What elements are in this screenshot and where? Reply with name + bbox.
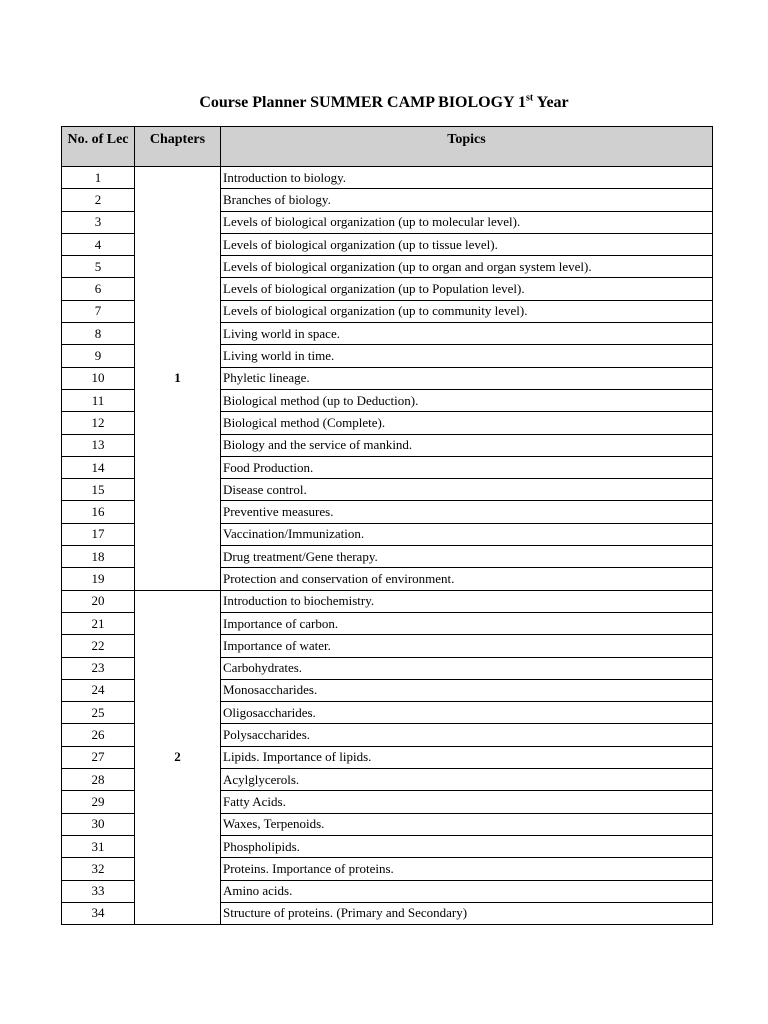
topic-cell: Introduction to biology. <box>221 167 713 189</box>
topic-cell: Monosaccharides. <box>221 679 713 701</box>
header-chapters: Chapters <box>135 127 221 167</box>
topic-cell: Introduction to biochemistry. <box>221 590 713 612</box>
lecture-number: 21 <box>62 612 135 634</box>
lecture-number: 8 <box>62 323 135 345</box>
chapter-number: 1 <box>135 167 221 591</box>
topic-cell: Phyletic lineage. <box>221 367 713 389</box>
topic-cell: Lipids. Importance of lipids. <box>221 746 713 768</box>
lecture-number: 23 <box>62 657 135 679</box>
lecture-number: 6 <box>62 278 135 300</box>
lecture-number: 14 <box>62 456 135 478</box>
topic-cell: Amino acids. <box>221 880 713 902</box>
lecture-number: 2 <box>62 189 135 211</box>
course-planner-table <box>61 126 713 925</box>
lecture-number: 20 <box>62 590 135 612</box>
table-header <box>62 127 713 167</box>
lecture-number: 1 <box>62 167 135 189</box>
topic-cell: Biological method (up to Deduction). <box>221 389 713 411</box>
lecture-number: 18 <box>62 546 135 568</box>
topic-cell: Protection and conservation of environment. <box>221 568 713 590</box>
topic-cell: Biological method (Complete). <box>221 412 713 434</box>
lecture-number: 33 <box>62 880 135 902</box>
topic-cell: Phospholipids. <box>221 835 713 857</box>
lecture-number: 26 <box>62 724 135 746</box>
topic-cell: Acylglycerols. <box>221 769 713 791</box>
lecture-number: 25 <box>62 702 135 724</box>
lecture-number: 9 <box>62 345 135 367</box>
table-body <box>62 167 713 925</box>
lecture-number: 12 <box>62 412 135 434</box>
topic-cell: Biology and the service of mankind. <box>221 434 713 456</box>
topic-cell: Drug treatment/Gene therapy. <box>221 546 713 568</box>
topic-cell: Fatty Acids. <box>221 791 713 813</box>
topic-cell: Polysaccharides. <box>221 724 713 746</box>
topic-cell: Levels of biological organization (up to molecular level). <box>221 211 713 233</box>
title-tail: Year <box>533 94 569 111</box>
topic-cell: Levels of biological organization (up to organ and organ system level). <box>221 256 713 278</box>
lecture-number: 22 <box>62 635 135 657</box>
topic-cell: Structure of proteins. (Primary and Secondary) <box>221 902 713 924</box>
lecture-number: 11 <box>62 389 135 411</box>
table-row <box>62 590 713 612</box>
lecture-number: 10 <box>62 367 135 389</box>
topic-cell: Proteins. Importance of proteins. <box>221 858 713 880</box>
lecture-number: 5 <box>62 256 135 278</box>
page-title <box>0 93 768 113</box>
lecture-number: 13 <box>62 434 135 456</box>
lecture-number: 29 <box>62 791 135 813</box>
topic-cell: Waxes, Terpenoids. <box>221 813 713 835</box>
topic-cell: Living world in space. <box>221 323 713 345</box>
topic-cell: Living world in time. <box>221 345 713 367</box>
topic-cell: Levels of biological organization (up to community level). <box>221 300 713 322</box>
lecture-number: 28 <box>62 769 135 791</box>
topic-cell: Levels of biological organization (up to tissue level). <box>221 233 713 255</box>
topic-cell: Disease control. <box>221 479 713 501</box>
lecture-number: 27 <box>62 746 135 768</box>
header-lec: No. of Lec <box>62 127 135 167</box>
lecture-number: 31 <box>62 835 135 857</box>
topic-cell: Food Production. <box>221 456 713 478</box>
header-topics: Topics <box>221 127 713 167</box>
table-row <box>62 167 713 189</box>
header-row <box>62 127 713 167</box>
topic-cell: Branches of biology. <box>221 189 713 211</box>
lecture-number: 19 <box>62 568 135 590</box>
lecture-number: 15 <box>62 479 135 501</box>
lecture-number: 30 <box>62 813 135 835</box>
lecture-number: 7 <box>62 300 135 322</box>
topic-cell: Carbohydrates. <box>221 657 713 679</box>
topic-cell: Preventive measures. <box>221 501 713 523</box>
topic-cell: Vaccination/Immunization. <box>221 523 713 545</box>
lecture-number: 24 <box>62 679 135 701</box>
lecture-number: 17 <box>62 523 135 545</box>
lecture-number: 3 <box>62 211 135 233</box>
topic-cell: Levels of biological organization (up to Population level). <box>221 278 713 300</box>
topic-cell: Oligosaccharides. <box>221 702 713 724</box>
topic-cell: Importance of carbon. <box>221 612 713 634</box>
topic-cell: Importance of water. <box>221 635 713 657</box>
lecture-number: 34 <box>62 902 135 924</box>
title-superscript: st <box>526 92 534 104</box>
chapter-number: 2 <box>135 590 221 924</box>
title-main: Course Planner SUMMER CAMP BIOLOGY 1 <box>199 94 527 111</box>
lecture-number: 32 <box>62 858 135 880</box>
lecture-number: 4 <box>62 233 135 255</box>
lecture-number: 16 <box>62 501 135 523</box>
